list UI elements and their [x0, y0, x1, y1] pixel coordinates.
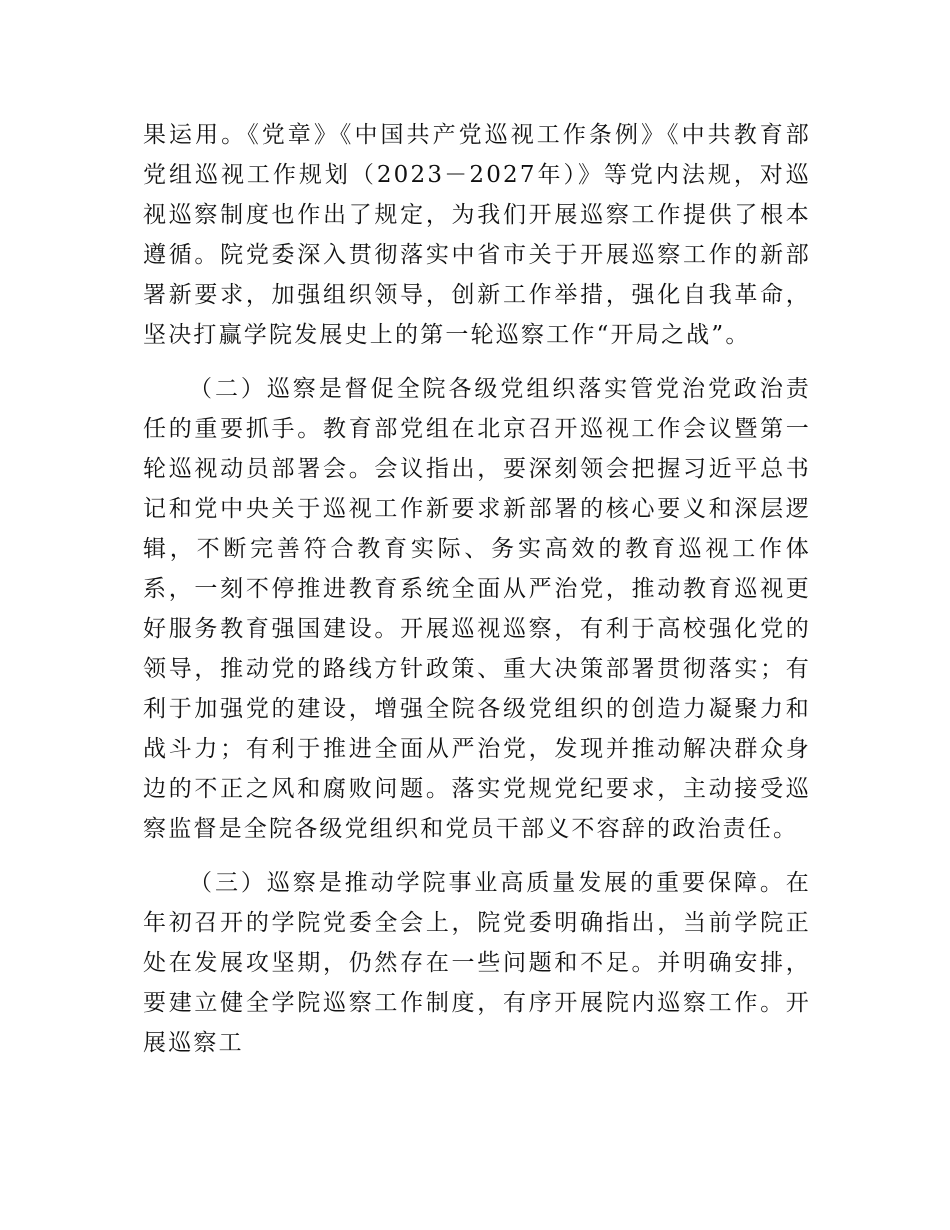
document-page	[143, 115, 811, 1077]
paragraph-section-three: （三）巡察是推动学院事业高质量发展的重要保障。在年初召开的学院党委全会上，院党委明确指出，当前学院正处在发展攻坚期，仍然存在一些问题和不足。并明确安排，要建立健全学院巡察工作制度，有序开展院内巡察工作。开展巡察工	[143, 870, 811, 1056]
paragraph-continuation: 果运用。《党章》《中国共产党巡视工作条例》《中共教育部党组巡视工作规划（2023－2027年）》等党内法规，对巡视巡察制度也作出了规定，为我们开展巡察工作提供了根本遵循。院党委深入贯彻落实中省市关于开展巡察工作的新部署新要求，加强组织领导，创新工作举措，强化自我革命，坚决打赢学院发展史上的第一轮巡察工作“开局之战”。	[143, 122, 811, 348]
paragraph-section-two: （二）巡察是督促全院各级党组织落实管党治党政治责任的重要抓手。教育部党组在北京召开巡视工作会议暨第一轮巡视动员部署会。会议指出，要深刻领会把握习近平总书记和党中央关于巡视工作新要求新部署的核心要义和深层逻辑，不断完善符合教育实际、务实高效的教育巡视工作体系，一刻不停推进教育系统全面从严治党，推动教育巡视更好服务教育强国建设。开展巡视巡察，有利于高校强化党的领导，推动党的路线方针政策、重大决策部署贯彻落实；有利于加强党的建设，增强全院各级党组织的创造力凝聚力和战斗力；有利于推进全面从严治党，发现并推动解决群众身边的不正之风和腐败问题。落实党规党纪要求，主动接受巡察监督是全院各级党组织和党员干部义不容辞的政治责任。	[143, 376, 811, 842]
